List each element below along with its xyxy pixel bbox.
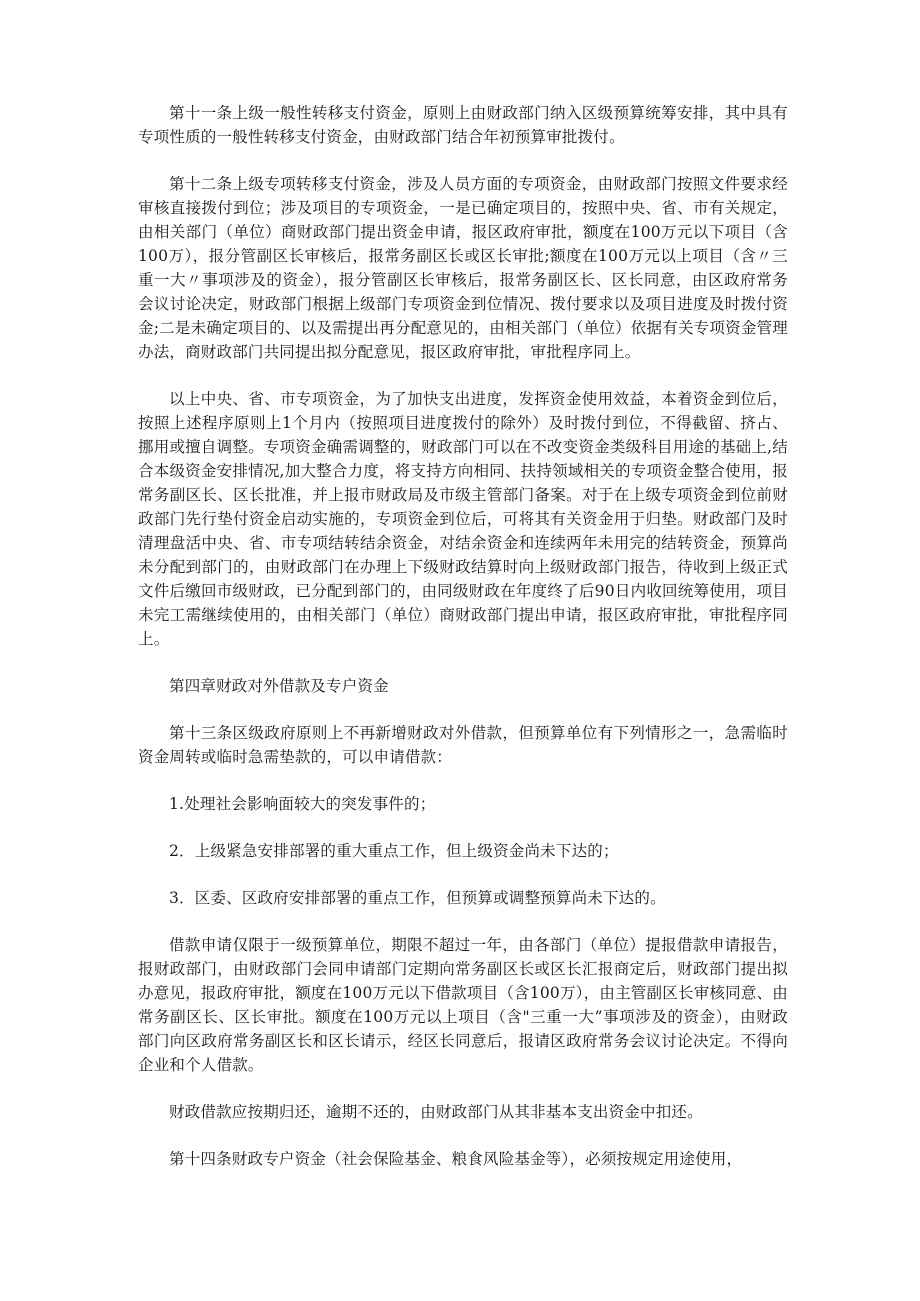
list-item-3: 3．区委、区政府安排部署的重点工作，但预算或调整预算尚未下达的。: [169, 889, 666, 907]
paragraph-loan-repayment: 财政借款应按期归还，逾期不还的，由财政部门从其非基本支出资金中扣还。: [169, 1103, 703, 1121]
paragraph-article-14: 第十四条财政专户资金（社会保险基金、粮食风险基金等），必须按规定用途使用，: [169, 1150, 743, 1168]
paragraph-special-funds: 以上中央、省、市专项资金，为了加快支出进度，发挥资金使用效益，本着资金到位后，按照上述程序原则上1个月内（按照项目进度拨付的除外）及时拨付到位，不得截留、挤占、挪用或擅自调整。专项资金确需调整的，财政部门可以在不改变资金类级科目用途的基础上,结合本级资金安排情况,加大整合力度，将支持方向相同、扶持领域相关的专项资金整合使用，报常务副区长、区长批准，并上报市财政局及市级主管部门备案。对于在上级专项资金到位前财政部门先行垫付资金启动实施的，专项资金到位后，可将其有关资金用于归垫。财政部门及时清理盘活中央、省、市专项结转结余资金，对结余资金和连续两年未用完的结转资金，预算尚未分配到部门的，由财政部门在办理上下级财政结算时向上级财政部门报告，待收到上级正式文件后缴回市级财政，已分配到部门的，由同级财政在年度终了后90日内收回统筹使用，项目未完工需继续使用的，由相关部门（单位）商财政部门提出申请，报区政府审批，审批程序同上。: [138, 390, 788, 648]
chapter-heading: 第四章财政对外借款及专户资金: [169, 677, 389, 695]
paragraph-article-11: 第十一条上级一般性转移支付资金，原则上由财政部门纳入区级预算统筹安排，其中具有专项性质的一般性转移支付资金，由财政部门结合年初预算审批拨付。: [138, 104, 788, 146]
list-item-2: 2．上级紧急安排部署的重大重点工作，但上级资金尚未下达的；: [169, 842, 619, 860]
paragraph-article-13: 第十三条区级政府原则上不再新增财政对外借款，但预算单位有下列情形之一，急需临时资金周转或临时急需垫款的，可以申请借款：: [138, 724, 788, 766]
document-page: [138, 101, 788, 1194]
list-item-1: 1.处理社会影响面较大的突发事件的；: [169, 795, 436, 813]
paragraph-loan-application: 借款申请仅限于一级预算单位，期限不超过一年，由各部门（单位）提报借款申请报告，报财政部门，由财政部门会同申请部门定期向常务副区长或区长汇报商定后，财政部门提出拟办意见，报政府审批，额度在100万元以下借款项目（含100万），由主管副区长审核同意、由常务副区长、区长审批。额度在100万元以上项目（含"三重一大”事项涉及的资金），由财政部门向区政府常务副区长和区长请示，经区长同意后，报请区政府常务会议讨论决定。不得向企业和个人借款。: [138, 936, 788, 1074]
paragraph-article-12: 第十二条上级专项转移支付资金，涉及人员方面的专项资金，由财政部门按照文件要求经审核直接拨付到位；涉及项目的专项资金，一是已确定项目的，按照中央、省、市有关规定，由相关部门（单位）商财政部门提出资金申请，报区政府审批，额度在100万元以下项目（含100万），报分管副区长审核后，报常务副区长或区长审批;额度在100万元以上项目（含〃三重一大〃事项涉及的资金），报分管副区长审核后，报常务副区长、区长同意，由区政府常务会议讨论决定，财政部门根据上级部门专项资金到位情况、拨付要求以及项目进度及时拨付资金;二是未确定项目的、以及需提出再分配意见的，由相关部门（单位）依据有关专项资金管理办法，商财政部门共同提出拟分配意见，报区政府审批，审批程序同上。: [138, 175, 788, 361]
